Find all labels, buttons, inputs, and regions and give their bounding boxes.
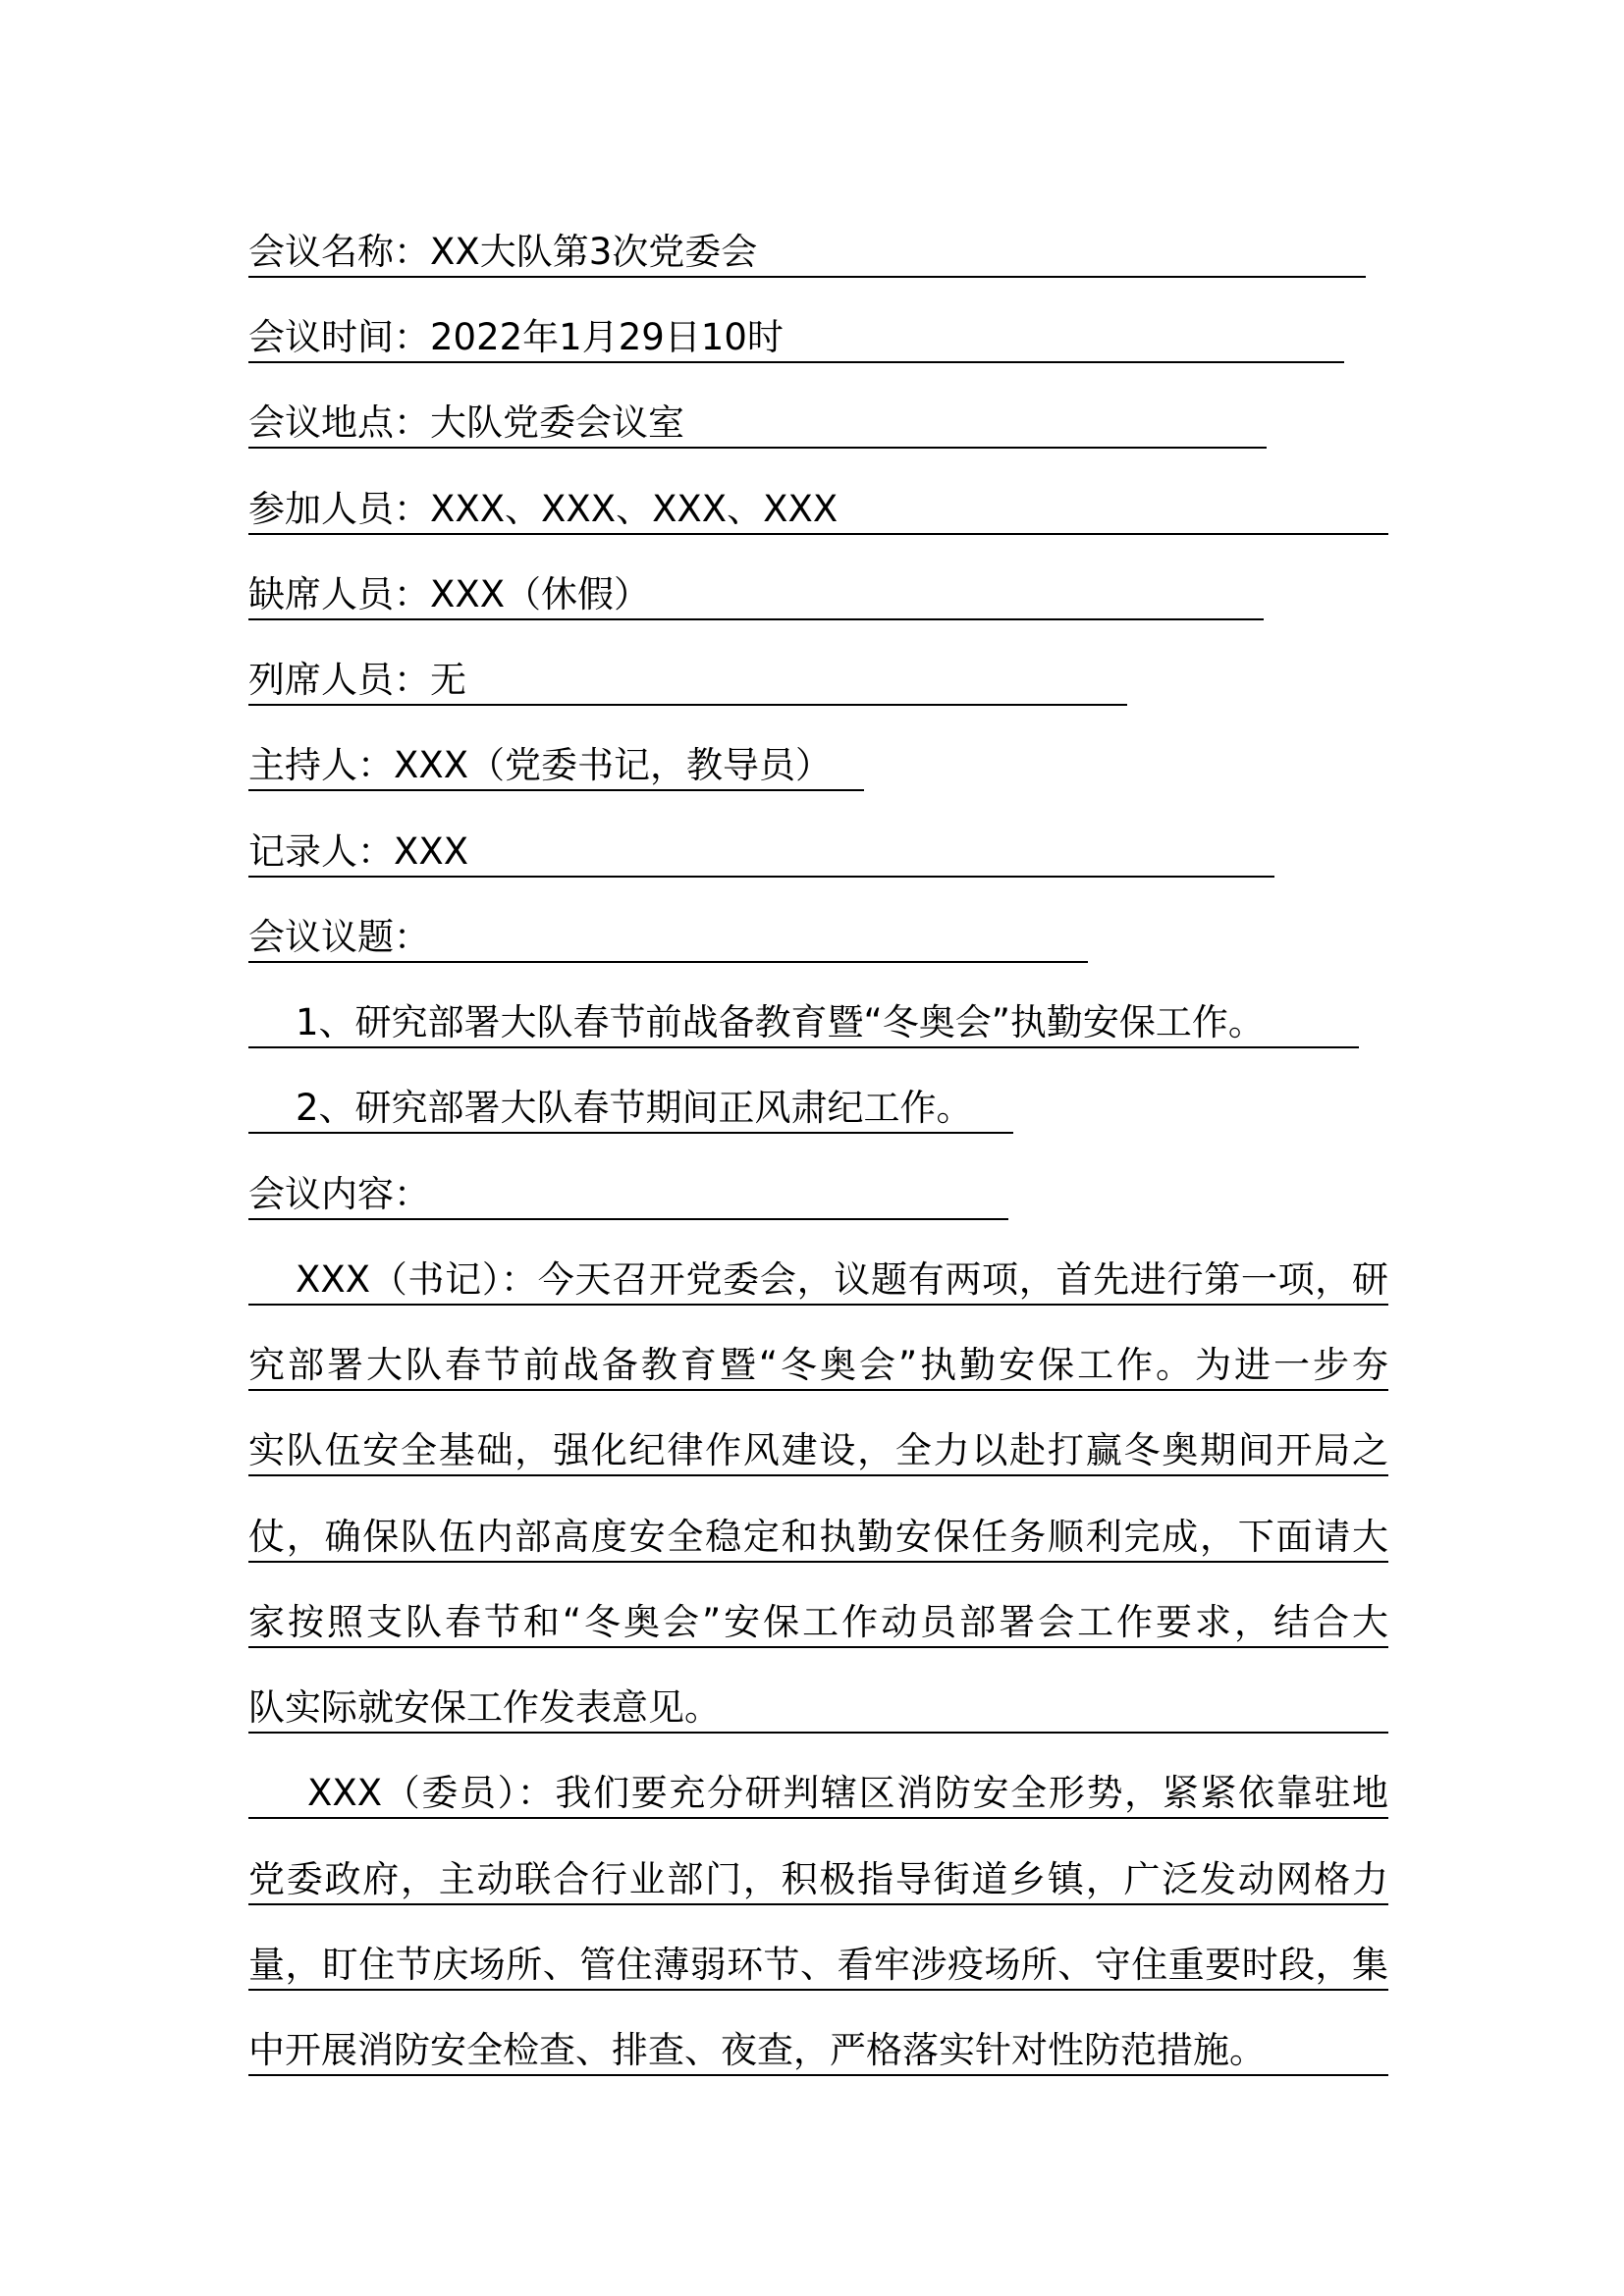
paragraph-line: 究部署大队春节前战备教育暨“冬奥会”执勤安保工作。为进一步夯 (248, 1340, 1388, 1391)
field-value: 无 (430, 659, 466, 701)
field-attendees (248, 484, 1388, 535)
field-label: 会议时间： (248, 316, 430, 358)
field-value: XXX（休假） (430, 573, 651, 615)
paragraph-line: XXX（书记）：今天召开党委会，议题有两项，首先进行第一项，研 (248, 1255, 1388, 1306)
field-value: XXX (394, 830, 469, 873)
topic-item: 2、研究部署大队春节期间正风肃纪工作。 (248, 1083, 1013, 1134)
field-value: 大队党委会议室 (430, 401, 684, 444)
paragraph-line: 队实际就安保工作发表意见。 (248, 1682, 1388, 1734)
field-recorder (248, 827, 1274, 878)
field-observers (248, 655, 1127, 706)
paragraph-line: 中开展消防安全检查、排查、夜查，严格落实针对性防范措施。 (248, 2025, 1388, 2076)
paragraph-line: 仗，确保队伍内部高度安全稳定和执勤安保任务顺利完成，下面请大 (248, 1512, 1388, 1563)
content-label: 会议内容： (248, 1169, 1008, 1220)
field-label: 主持人： (248, 744, 394, 786)
paragraph-line: 量，盯住节庆场所、管住薄弱环节、看牢涉疫场所、守住重要时段，集 (248, 1940, 1388, 1991)
paragraph-line: 党委政府，主动联合行业部门，积极指导街道乡镇，广泛发动网格力 (248, 1854, 1388, 1905)
field-label: 记录人： (248, 830, 394, 873)
field-label: 会议地点： (248, 401, 430, 444)
topics-label: 会议议题： (248, 912, 1088, 963)
field-label: 缺席人员： (248, 573, 430, 615)
field-absent (248, 569, 1264, 620)
field-value: XXX、XXX、XXX、XXX (430, 488, 839, 530)
paragraph-line: XXX（委员）：我们要充分研判辖区消防安全形势，紧紧依靠驻地 (248, 1768, 1388, 1819)
field-meeting-place (248, 398, 1267, 449)
topic-item: 1、研究部署大队春节前战备教育暨“冬奥会”执勤安保工作。 (248, 997, 1359, 1048)
paragraph-line: 家按照支队春节和“冬奥会”安保工作动员部署会工作要求，结合大 (248, 1597, 1388, 1648)
field-label: 会议名称： (248, 231, 430, 273)
field-value: XXX（党委书记，教导员） (394, 744, 833, 786)
field-label: 列席人员： (248, 659, 430, 701)
field-meeting-name (248, 227, 1366, 278)
field-label: 参加人员： (248, 488, 430, 530)
field-value: 2022年1月29日10时 (430, 316, 784, 358)
paragraph-line: 实队伍安全基础，强化纪律作风建设，全力以赴打赢冬奥期间开局之 (248, 1425, 1388, 1476)
field-meeting-time (248, 312, 1344, 363)
field-value: XX大队第3次党委会 (430, 231, 758, 273)
field-host (248, 740, 864, 791)
